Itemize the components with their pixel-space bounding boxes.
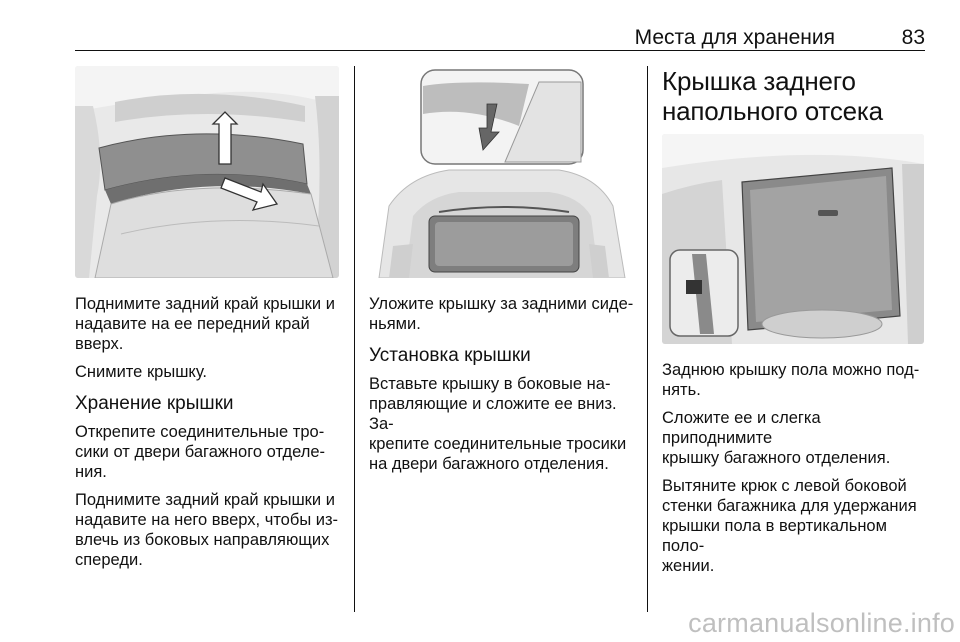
paragraph-pull-hook: Вытяните крюк с левой боковой стенки багажника для удержания крышки пола в вертикальном поло- жении. (662, 477, 917, 575)
paragraph-install-cover: Вставьте крышку в боковые на- правляющие и сложите ее вниз. За- крепите соединительные тросики на двери багажного отделения. (369, 375, 627, 473)
heading-cover-installation: Установка крышки (369, 345, 531, 366)
right-column (662, 66, 932, 584)
cover-stowing-illustration (369, 66, 633, 278)
heading-rear-floor-cover: Крышка заднего напольного отсека (662, 66, 883, 126)
paragraph-fold-cover: Сложите ее и слегка приподнимите крышку багажного отделения. (662, 409, 891, 467)
page-number: 83 (901, 26, 925, 49)
paragraph-stow-cover: Уложите крышку за задними сиде- ньями. (369, 295, 634, 333)
column-divider (354, 66, 355, 612)
cargo-cover-removal-illustration (75, 66, 339, 278)
left-column (75, 66, 340, 578)
watermark: carmanualsonline.info (688, 608, 955, 638)
page-header (75, 22, 925, 51)
paragraph-lift-floor-cover: Заднюю крышку пола можно под- нять. (662, 361, 920, 399)
paragraph-lift-rear-edge: Поднимите задний край крышки и надавите на него вверх, чтобы из- влечь из боковых направляющих спереди. (75, 491, 339, 569)
column-divider (647, 66, 648, 612)
floor-cover-illustration (662, 134, 924, 344)
section-title: Места для хранения (634, 26, 835, 49)
heading-cover-storage: Хранение крышки (75, 393, 234, 414)
middle-column (369, 66, 634, 482)
paragraph-detach-cables: Открепите соединительные тро- сики от двери багажного отделе- ния. (75, 423, 326, 481)
paragraph-lift-cover: Поднимите задний край крышки и надавите на ее передний край вверх. (75, 295, 335, 353)
paragraph-remove-cover: Снимите крышку. (75, 363, 208, 381)
